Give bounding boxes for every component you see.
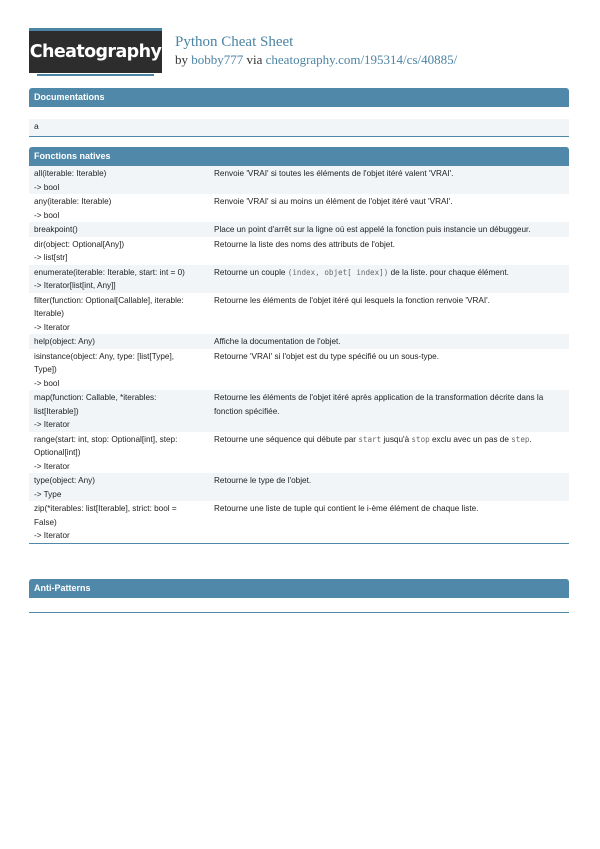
signature-line: dir(object: Optional[Any]) <box>34 239 125 249</box>
signature-line: -> Iterator <box>34 322 70 332</box>
logo-text: Cheatography <box>29 42 162 62</box>
function-signature <box>29 390 202 432</box>
description-line: Renvoie 'VRAI' si toutes les éléments de l'objet itéré valent 'VRAI'. <box>214 169 454 178</box>
description-text: Retourne une séquence qui débute par <box>214 434 359 444</box>
signature-line: Type]) <box>34 365 57 374</box>
table-row <box>29 194 569 222</box>
signature-line: enumerate(iterable: Iterable, start: int = 0) <box>34 267 185 277</box>
page-header <box>29 28 569 76</box>
function-signature <box>29 293 202 335</box>
table-row <box>29 390 569 432</box>
signature-line: -> bool <box>34 182 60 192</box>
table-row <box>29 473 569 501</box>
description-text: Retourne un couple <box>214 267 288 277</box>
table-row <box>29 334 569 349</box>
description-line: Place un point d'arrêt sur la ligne où est appelé la fonction puis instancie un débuggeur. <box>214 225 531 234</box>
description-line: Retourne les éléments de l'objet itéré après application de la transformation décrite dans la <box>214 393 544 402</box>
spacer <box>29 107 569 119</box>
signature-line: -> bool <box>34 378 60 388</box>
anti-patterns-section <box>29 579 569 613</box>
signature-line: -> Iterator <box>34 531 70 540</box>
description-line: Retourne les éléments de l'objet itéré qui lesquels la fonction renvoie 'VRAI'. <box>214 295 490 305</box>
function-description <box>202 237 569 265</box>
documentations-heading: Documentations <box>29 88 569 107</box>
table-row <box>29 166 569 194</box>
byline <box>175 52 457 68</box>
description-line: Affiche la documentation de l'objet. <box>214 337 341 346</box>
function-description <box>202 222 569 237</box>
inline-code: stop <box>411 434 430 444</box>
signature-line: type(object: Any) <box>34 476 95 485</box>
table-row <box>29 265 569 293</box>
spacer <box>29 598 569 612</box>
signature-line: Iterable) <box>34 309 65 318</box>
function-signature <box>29 166 202 194</box>
description-line: Retourne la liste des noms des attributs de l'objet. <box>214 239 395 249</box>
function-description <box>202 293 569 335</box>
sheet-url-link[interactable]: cheatography.com/195314/cs/40885/ <box>265 52 458 67</box>
description-line: Renvoie 'VRAI' si au moins un élément de l'objet itéré vaut 'VRAI'. <box>214 197 453 206</box>
signature-line: help(object: Any) <box>34 337 95 346</box>
function-signature <box>29 222 202 237</box>
table-row <box>29 237 569 265</box>
signature-line: -> list[str] <box>34 253 68 262</box>
signature-line: -> Iterator[list[int, Any]] <box>34 281 116 290</box>
function-signature <box>29 237 202 265</box>
anti-patterns-heading: Anti-Patterns <box>29 579 569 598</box>
cheatography-logo[interactable] <box>29 28 162 73</box>
function-description <box>202 265 569 293</box>
documentations-text: a <box>29 119 569 136</box>
description-text: de la liste. pour chaque élément. <box>388 267 509 277</box>
function-signature <box>29 432 202 474</box>
function-description <box>202 501 569 543</box>
description-text: jusqu'à <box>381 434 412 444</box>
function-signature <box>29 349 202 391</box>
description-text: . <box>529 434 532 444</box>
by-label: by <box>175 52 188 67</box>
table-row <box>29 222 569 237</box>
table-row <box>29 501 569 543</box>
title-block <box>175 34 457 68</box>
signature-line: -> Type <box>34 489 62 499</box>
signature-line: map(function: Callable, *iterables: <box>34 393 157 402</box>
functions-table <box>29 166 569 543</box>
logo-underline <box>37 74 154 76</box>
signature-line: Optional[int]) <box>34 448 81 457</box>
signature-line: range(start: int, stop: Optional[int], step: <box>34 434 178 444</box>
signature-line: breakpoint() <box>34 225 78 234</box>
function-description <box>202 432 569 474</box>
signature-line: filter(function: Optional[Callable], iterable: <box>34 295 184 305</box>
table-row <box>29 293 569 335</box>
description-line: Retourne le type de l'objet. <box>214 476 312 485</box>
function-signature <box>29 473 202 501</box>
signature-line: -> bool <box>34 210 60 220</box>
functions-heading: Fonctions natives <box>29 147 569 166</box>
signature-line: isinstance(object: Any, type: [list[Type], <box>34 351 175 361</box>
function-signature <box>29 334 202 349</box>
description-line: fonction spécifiée. <box>214 406 280 416</box>
inline-code: (index, objet[ index]) <box>287 267 389 277</box>
signature-line: -> Iterator <box>34 461 70 471</box>
function-description <box>202 166 569 194</box>
signature-line: all(iterable: Iterable) <box>34 169 107 178</box>
description-line: Retourne une liste de tuple qui contient le i-ème élément de chaque liste. <box>214 504 479 513</box>
inline-code: start <box>358 434 382 444</box>
function-signature <box>29 501 202 543</box>
description-line: Retourne 'VRAI' si l'objet est du type spécifié ou un sous-type. <box>214 351 439 361</box>
function-description <box>202 334 569 349</box>
signature-line: list[Iterable]) <box>34 406 79 416</box>
signature-line: zip(*iterables: list[Iterable], strict: bool = <box>34 504 177 513</box>
table-row <box>29 432 569 474</box>
documentations-section <box>29 88 569 137</box>
functions-section <box>29 147 569 544</box>
page-title: Python Cheat Sheet <box>175 34 294 50</box>
function-description <box>202 349 569 391</box>
via-label: via <box>246 52 263 67</box>
inline-code: step <box>511 434 530 444</box>
signature-line: any(iterable: Iterable) <box>34 197 112 206</box>
table-row <box>29 349 569 391</box>
signature-line: False) <box>34 517 57 527</box>
function-signature <box>29 265 202 293</box>
function-description <box>202 473 569 501</box>
function-description <box>202 194 569 222</box>
signature-line: -> Iterator <box>34 420 70 429</box>
function-signature <box>29 194 202 222</box>
description-text: exclu avec un pas de <box>429 434 512 444</box>
author-link[interactable]: bobby777 <box>191 52 244 67</box>
function-description <box>202 390 569 432</box>
